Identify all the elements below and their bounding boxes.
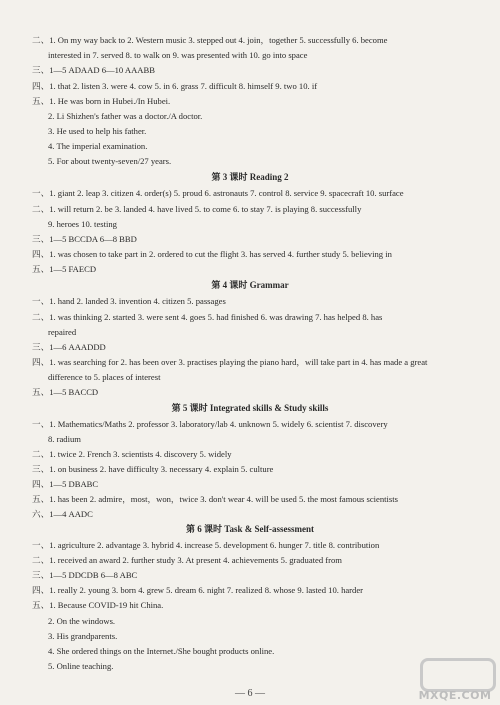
answer-line: 四、1. that 2. listen 3. were 4. cow 5. in 6. grass 7. difficult 8. himself 9. two 10. if <box>32 81 318 91</box>
answer-line: 4. She ordered things on the Internet./She bought products online. <box>48 646 275 656</box>
answer-line: 3. He used to help his father. <box>48 126 147 136</box>
lesson-heading: 第 3 课时 Reading 2 <box>211 172 289 182</box>
answer-line: difference to 5. places of interest <box>48 372 161 382</box>
answer-line: 5. Online teaching. <box>48 661 114 671</box>
answer-line: 2. Li Shizhen's father was a doctor./A doctor. <box>48 111 203 121</box>
answer-line: 四、1—5 DBABC <box>32 479 99 489</box>
answer-line: 三、1—5 BCCDA 6—8 BBD <box>32 234 137 244</box>
answer-line: 一、1. agriculture 2. advantage 3. hybrid 4. increase 5. development 6. hunger 7. title 8. contribution <box>32 540 380 550</box>
answer-line: 二、1. received an award 2. further study 3. At present 4. achievements 5. graduated from <box>32 555 342 565</box>
answer-line: interested in 7. served 8. to walk on 9. was presented with 10. go into space <box>48 50 308 60</box>
answer-line: 五、1. has been 2. admire，most，won，twice 3. don't wear 4. will be used 5. the most famous scientists <box>32 494 399 504</box>
answer-line: 五、1. Because COVID-19 hit China. <box>32 600 164 610</box>
answer-line: 二、1. On my way back to 2. Western music 3. stepped out 4. join，together 5. successfully 6. become <box>32 35 388 45</box>
lesson-heading: 第 5 课时 Integrated skills & Study skills <box>171 403 329 413</box>
answer-line: 二、1. twice 2. French 3. scientists 4. discovery 5. widely <box>32 449 232 459</box>
answer-line: 二、1. was thinking 2. started 3. were sent 4. goes 5. had finished 6. was drawing 7. has helped 8. has <box>32 312 383 322</box>
answer-line: 三、1—5 ADAAD 6—10 AAABB <box>32 65 155 75</box>
answer-line: 五、1—5 FAECD <box>32 264 97 274</box>
page-number: — 6 — <box>235 688 265 699</box>
answer-line: 四、1. was searching for 2. has been over 3. practises playing the piano hard，will take part in 4. has made a great <box>32 357 428 367</box>
answer-line: 三、1—5 DDCDB 6—8 ABC <box>32 570 138 580</box>
answer-line: 五、1. He was born in Hubei./In Hubei. <box>32 96 171 106</box>
answer-line: 四、1. really 2. young 3. born 4. grew 5. dream 6. night 7. realized 8. whose 9. lasted 10. harder <box>32 585 364 595</box>
answer-line: 三、1. on business 2. have difficulty 3. necessary 4. explain 5. culture <box>32 464 274 474</box>
answer-line: 5. For about twenty-seven/27 years. <box>48 156 172 166</box>
watermark-mark <box>420 658 496 692</box>
answer-line: 8. radium <box>48 434 81 444</box>
answer-line: repaired <box>48 327 77 337</box>
answer-line: 一、1. Mathematics/Maths 2. professor 3. laboratory/lab 4. unknown 5. widely 6. scientist 7. discovery <box>32 419 388 429</box>
answer-line: 六、1—4 AADC <box>32 509 93 519</box>
answer-line: 9. heroes 10. testing <box>48 219 117 229</box>
watermark-logo <box>414 656 496 702</box>
answer-line: 2. On the windows. <box>48 616 116 626</box>
answer-line: 三、1—6 AAADDD <box>32 342 106 352</box>
answer-line: 一、1. hand 2. landed 3. invention 4. citizen 5. passages <box>32 296 226 306</box>
answer-line: 一、1. giant 2. leap 3. citizen 4. order(s) 5. proud 6. astronauts 7. control 8. service 9. spacecraft 10. surface <box>32 188 404 198</box>
answer-line: 3. His grandparents. <box>48 631 118 641</box>
lesson-heading: 第 4 课时 Grammar <box>211 280 289 290</box>
answer-line: 四、1. was chosen to take part in 2. ordered to cut the flight 3. has served 4. further study 5. believing in <box>32 249 392 259</box>
lesson-heading: 第 6 课时 Task & Self-assessment <box>186 524 314 534</box>
watermark-text: MXQE.COM <box>418 689 492 702</box>
answer-line: 二、1. will return 2. be 3. landed 4. have lived 5. to come 6. to stay 7. is playing 8. successfully <box>32 204 362 214</box>
answer-line: 五、1—5 BACCD <box>32 387 99 397</box>
answer-line: 4. The imperial examination. <box>48 141 148 151</box>
